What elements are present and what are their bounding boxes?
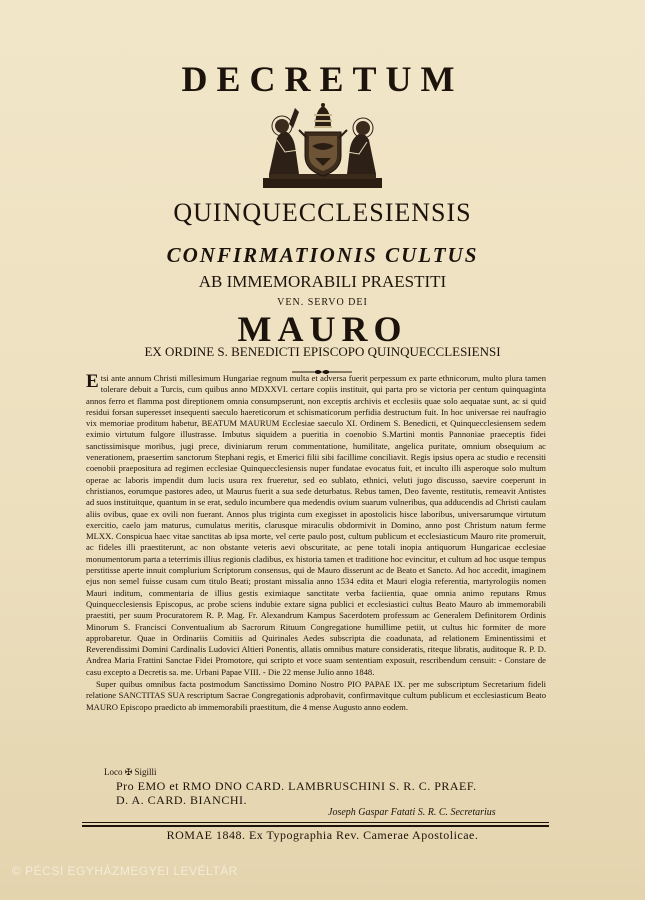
decree-body	[86, 373, 546, 778]
heading-order: EX ORDINE S. BENEDICTI EPISCOPO QUINQUECCLESIENSI	[144, 344, 501, 359]
heading-name: MAURO	[237, 309, 408, 349]
heading-diocese: QUINQUECCLESIENSIS	[173, 198, 472, 227]
document-title: DECRETUM	[181, 59, 464, 99]
signature-secretary: Joseph Gaspar Fatati S. R. C. Secretarius	[328, 807, 496, 818]
decree-paragraph-1-text: tsi ante annum Christi millesimum Hungariae regnum multa et adversa fuerit perpessum ex parte ethnicorum, multo plura tamen tolerare debuit a Turcis, cum quibus anno MDXXVI. certare copiis instituit, qui parta pro se victoria per centum quinquaginta annos ferro et flamma post direptionem omnia consumpserunt, non exceptis archivis et ecclesiis quae solo aequatae sunt, ac si quid residui forsan superesset insequenti saeculo haereticorum et schismaticorum perfidia destructum fuit. In hoc universae rei naufragio vix memoriae proditum habetur, BEATUM MAURUM Ecclesiae saeculo XI. Ordinem S. Benedicti, et Quinquecclesiensem sedem eximio virtutum fulgore illustrasse. Imbutus siquidem a pueritia in coenobio S.Martini montis Pannoniae praeceptis fidei sanctissimisque moribus, jugi prece, diviniarum rerum commentatione, humilitate, angelica puritate, omnium obsequium ac venerationem, praesertim sanctorum Stephani regis, et Emerici filii sibi facillime conciliavit. Regis ipsius opera ac studio e recensiti coenobii praepositura ad regimen ecclesiae Quinquecclesiensis nuper fundatae evocatus fuit, et inculto illi asperoque solo multum operae ac laboris impendit dum lucis usura rex frueretur, sed eo sublato, ethnici, veluti jugo discusso, saevire coeperunt in christianos, eorumque pastores adeo, ut Maurus fuerit a sua sede deturbatus. Rebus tamen, Deo favente, restitutis, remeavit Antistes ad suos instituitque, quantum in se erat, sedulo incumbere qua medendis ovium suarum vulneribus, qua adducendis ad Christi caulam aliis ovibus, quae ex ovili non fuerant. Annos plus triginta cum exegisset in apostolicis hisce laboribus, universarumque virtutum exercitio, caelo jam maturus, cumulatus meritis, clarusque miraculis obdormivit in Domino, anno post Christum natum ferme MLXX. Conspicua haec vitae sanctitas ab ipsa morte, vel certe paulo post, cultum publicum et ecclesiasticum Mauro rite promeruit, ac fideles illi praestiterunt, ac non obstante veteris aevi obscuritate, ac pene totali inopia antiquorum Hungaricae ecclesiae monumentorum parta a teterrimis illius regionis cladibus, ex historia tamen et traditione hoc evincitur, et cultum ad hoc usque tempus perstitisse aperte innuit complurium Scriptorum consensus, qui de Mauro disserunt ac de Beato et Sancto. Ad hoc accedit, imaginem ejus non semel fuisse cusam cum titulo Beati; prostant missalia anno 1534 edita et Mauri elogia referentia, martyrologiis nomen Mauri inditum, commentaria de illius gestis eximiaque sanctitate verba faciientia, quae omnia animo reputans Rmus Quinquecclesiensis Episcopus, ac probe sciens indubie extare signa publici et ecclesiastici cultus Beato Mauro ab immemorabili praestiti, per suum Procuratorem R. P. Mag. Fr. Alexandrum Kampus Sacerdotem professum ac Generalem Definitorem Ordinis Minorum S. Francisci Conventualium ab Sacrorum Rituum Congregatione humillime petiit, ut cultus hic formiter de more approbaretur. Quae in Ordinariis Comitiis ad Quirinales Aedes subscripta die coadunata, ad relationem Eminentissimi et Reverendissimi Domini Cardinalis Ludovici Altieri Ponentis, allatis omnibus mature consideratis, riteque libratis, auditoque R. P. D. Andrea Maria Frattini Sanctae Fidei Promotore, qui scripto et voce suam sententiam exposuit, rescribendum censuit: - Constare de casu excepto a Decretis sa. me. Urbani Papae VIII. - Die 22 mense Julio anno 1848.	[86, 373, 546, 677]
printer-imprint: ROMAE 1848. Ex Typographia Rev. Camerae Apostolicae.	[166, 828, 479, 842]
seal-label: Loco ✠ Sigilli	[104, 767, 157, 777]
divider-rule-thin	[82, 822, 549, 823]
signature-bianchi: D. A. CARD. BIANCHI.	[116, 793, 248, 807]
decree-paragraph-2: Super quibus omnibus facta postmodum Sanctissimo Domino Nostro PIO PAPAE IX. per me subscriptum Secretarium fideli relatione SANCTITAS SUA rescriptum Sacrae Congregationis adprobavit, confirmavitque cultum publicum et ecclesiasticum Beato MAURO Episcopo praedicto ab immemorabili praestitum, die 4 mense Augusto anno eodem.	[86, 679, 546, 712]
divider-rule-thick	[82, 825, 549, 827]
heading-immemorial: AB IMMEMORABILI PRAESTITI	[198, 272, 447, 291]
archive-watermark: © PÉCSI EGYHÁZMEGYEI LEVÉLTÁR	[12, 864, 238, 878]
decree-paragraph-1	[86, 373, 546, 678]
heading-confirmation: CONFIRMATIONIS CULTUS	[166, 243, 479, 267]
coat-of-arms-with-saints-icon	[255, 102, 390, 199]
heading-servant: VEN. SERVO DEI	[277, 297, 368, 308]
drop-cap: E	[86, 373, 99, 392]
signature-prefect: Pro EMO et RMO DNO CARD. LAMBRUSCHINI S. R. C. PRAEF.	[116, 779, 477, 793]
